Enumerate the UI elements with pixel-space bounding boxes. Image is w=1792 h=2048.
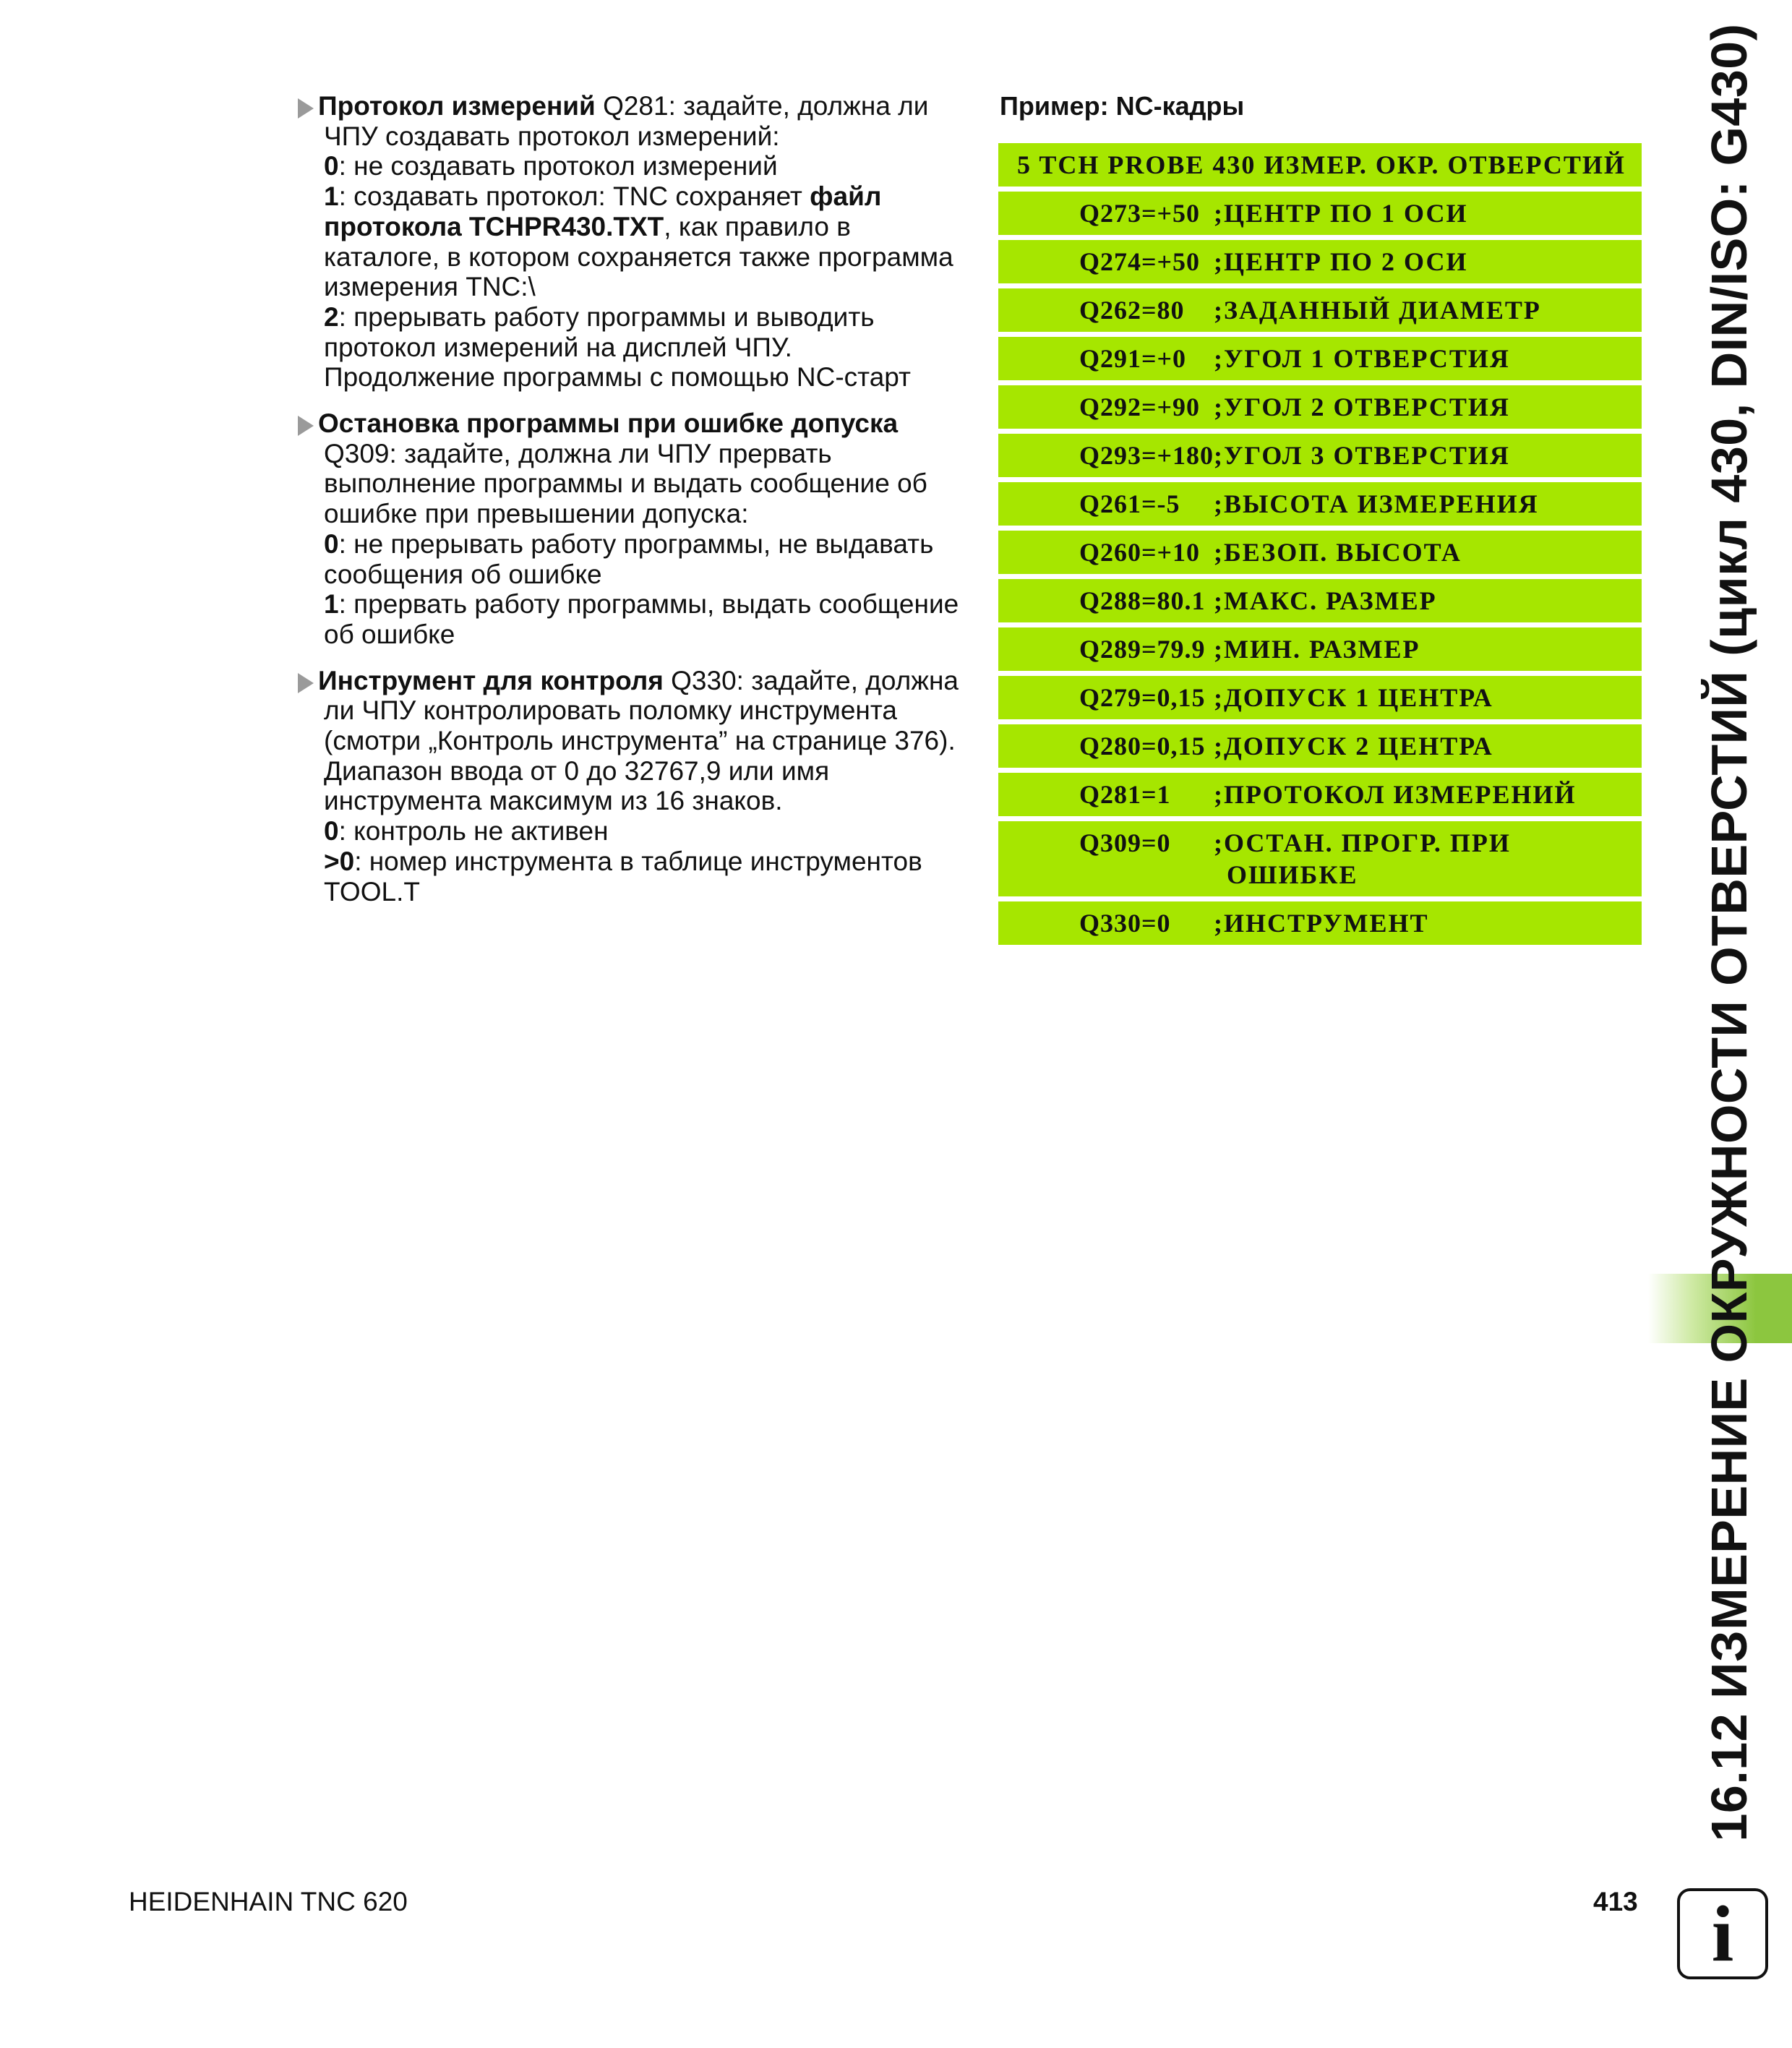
parameter-text-line — [324, 302, 963, 333]
parameter-text-line — [324, 439, 963, 469]
nc-row — [998, 676, 1642, 719]
nc-comment: ;УГОЛ 2 ОТВЕРСТИЯ — [1214, 393, 1510, 421]
triangle-bullet-icon — [298, 98, 314, 119]
text-segment: измерения TNC:\ — [324, 272, 536, 302]
text-segment: : прерывать работу программы и выводить — [338, 301, 875, 332]
nc-comment: ;ЗАДАННЫЙ ДИАМЕТР — [1214, 296, 1541, 325]
page-number: 413 — [1593, 1887, 1638, 1916]
parameter-text-line — [324, 877, 963, 907]
parameter-text-line — [324, 756, 963, 787]
bold-segment: >0 — [324, 846, 355, 876]
nc-row — [998, 724, 1642, 768]
parameter-text-line — [324, 499, 963, 529]
parameter-text-line — [324, 816, 963, 847]
text-segment: Диапазон ввода от 0 до 32767,9 или имя — [324, 755, 830, 786]
nc-comment-continuation: ОШИБКЕ — [1227, 860, 1358, 889]
text-segment: Продолжение программы с помощью NC-старт — [324, 362, 911, 393]
nc-code: Q289=79.9 — [1079, 635, 1206, 664]
bold-segment: протокола TCHPR430.TXT — [324, 211, 664, 241]
example-title: Пример: NC-кадры — [1000, 91, 1245, 121]
parameter-heading — [318, 666, 963, 696]
nc-comment: ;ДОПУСК 2 ЦЕНТРА — [1214, 732, 1493, 760]
nc-comment: ;ИНСТРУМЕНТ — [1214, 909, 1429, 938]
text-segment: ЧПУ создавать протокол измерений: — [324, 121, 780, 151]
nc-row — [998, 627, 1642, 671]
nc-row — [998, 337, 1642, 380]
nc-row — [998, 240, 1642, 283]
parameter-list — [298, 91, 963, 922]
text-segment: (смотри „Контроль инструмента” на странице 376). — [324, 726, 956, 756]
parameter-item — [298, 666, 963, 907]
text-segment: : создавать протокол: TNC сохраняет — [338, 181, 810, 212]
text-segment: выполнение программы и выдать сообщение об — [324, 468, 927, 499]
chapter-side-title: 16.12 ИЗМЕРЕНИЕ ОКРУЖНОСТИ ОТВЕРСТИЙ (цикл 430, DIN/ISO: G430) — [1701, 23, 1757, 1842]
parameter-text-line — [324, 151, 963, 181]
nc-code: Q281=1 — [1079, 780, 1171, 809]
nc-code: Q274=+50 — [1079, 247, 1201, 276]
nc-first-line: 5 TCH PROBE 430 ИЗМЕР. ОКР. ОТВЕРСТИЙ — [1017, 150, 1626, 179]
nc-comment: ;ПРОТОКОЛ ИЗМЕРЕНИЙ — [1214, 780, 1577, 809]
parameter-text-line — [324, 362, 963, 393]
text-segment: инструмента максимум из 16 знаков. — [324, 786, 783, 816]
bold-segment: файл — [810, 181, 882, 212]
nc-comment: ;ОСТАН. ПРОГР. ПРИ — [1214, 828, 1511, 857]
parameter-text-line — [324, 181, 963, 212]
parameter-name: Инструмент для контроля — [318, 665, 664, 695]
nc-code: Q260=+10 — [1079, 538, 1201, 567]
nc-code: Q330=0 — [1079, 909, 1171, 938]
nc-row — [998, 434, 1642, 477]
nc-code: Q261=-5 — [1079, 489, 1180, 518]
parameter-heading — [318, 408, 963, 439]
text-segment: , как правило в — [664, 211, 851, 241]
text-segment: : не создавать протокол измерений — [338, 151, 778, 181]
nc-comment: ;ЦЕНТР ПО 1 ОСИ — [1214, 199, 1468, 228]
parameter-heading-rest: Q330: задайте, должна — [663, 665, 959, 695]
nc-row — [998, 192, 1642, 235]
parameter-text-line — [324, 695, 963, 726]
nc-comment: ;МАКС. РАЗМЕР — [1214, 586, 1437, 615]
parameter-text-line — [324, 121, 963, 152]
bold-segment: 0 — [324, 816, 339, 847]
nc-row — [998, 901, 1642, 945]
nc-comment: ;ДОПУСК 1 ЦЕНТРА — [1214, 683, 1493, 712]
nc-row-first — [998, 143, 1642, 187]
nc-row — [998, 821, 1642, 896]
text-segment: : прервать работу программы, выдать сообщение — [338, 589, 959, 620]
nc-row — [998, 531, 1642, 574]
info-icon — [1677, 1888, 1768, 1979]
info-glyph: i — [1711, 1890, 1734, 1978]
parameter-text-line — [324, 272, 963, 302]
text-segment: ошибке при превышении допуска: — [324, 499, 749, 529]
parameter-text-line — [324, 333, 963, 363]
footer-product: HEIDENHAIN TNC 620 — [129, 1887, 408, 1916]
parameter-item — [298, 91, 963, 393]
nc-row — [998, 773, 1642, 816]
text-segment: протокол измерений на дисплей ЧПУ. — [324, 332, 792, 362]
nc-code: Q262=80 — [1079, 296, 1185, 325]
nc-comment: ;УГОЛ 1 ОТВЕРСТИЯ — [1214, 344, 1510, 373]
parameter-text-line — [324, 242, 963, 273]
nc-row — [998, 288, 1642, 332]
triangle-bullet-icon — [298, 416, 314, 436]
nc-code: Q280=0,15 — [1079, 732, 1206, 760]
nc-row — [998, 482, 1642, 526]
text-segment: каталоге, в котором сохраняется также программа — [324, 241, 953, 272]
parameter-name: Протокол измерений — [318, 91, 596, 121]
parameter-text-line — [324, 560, 963, 590]
nc-code: Q273=+50 — [1079, 199, 1201, 228]
text-segment: : номер инструмента в таблице инструментов — [354, 846, 922, 876]
bold-segment: 0 — [324, 528, 339, 559]
nc-code: Q291=+0 — [1079, 344, 1187, 373]
parameter-text-line — [324, 589, 963, 620]
parameter-text-line — [324, 847, 963, 877]
parameter-heading — [318, 91, 963, 121]
nc-row — [998, 579, 1642, 622]
nc-code: Q293=+180 — [1079, 441, 1214, 470]
nc-code: Q288=80.1 — [1079, 586, 1206, 615]
parameter-item — [298, 408, 963, 650]
nc-comment: ;ВЫСОТА ИЗМЕРЕНИЯ — [1214, 489, 1539, 518]
text-segment: ли ЧПУ контролировать поломку инструмента — [324, 695, 897, 726]
bold-segment: 1 — [324, 181, 339, 212]
nc-comment: ;УГОЛ 3 ОТВЕРСТИЯ — [1214, 441, 1510, 470]
triangle-bullet-icon — [298, 673, 314, 693]
parameter-heading-rest: Q281: задайте, должна ли — [595, 91, 929, 121]
parameter-name: Остановка программы при ошибке допуска — [318, 408, 899, 439]
parameter-text-line — [324, 468, 963, 499]
nc-row — [998, 385, 1642, 429]
nc-code: Q292=+90 — [1079, 393, 1201, 421]
nc-comment: ;БЕЗОП. ВЫСОТА — [1214, 538, 1462, 567]
nc-comment: ;ЦЕНТР ПО 2 ОСИ — [1214, 247, 1468, 276]
parameter-text-line — [324, 529, 963, 560]
parameter-text-line — [324, 786, 963, 816]
text-segment: об ошибке — [324, 619, 455, 649]
text-segment: сообщения об ошибке — [324, 559, 602, 589]
text-segment: Q309: задайте, должна ли ЧПУ прервать — [324, 438, 832, 468]
bold-segment: 0 — [324, 151, 339, 181]
nc-block-table — [998, 143, 1642, 950]
text-segment: : контроль не активен — [338, 816, 609, 847]
nc-code: Q279=0,15 — [1079, 683, 1206, 712]
parameter-text-line — [324, 212, 963, 242]
text-segment: : не прерывать работу программы, не выдавать — [338, 528, 934, 559]
parameter-text-line — [324, 726, 963, 756]
nc-code: Q309=0 — [1079, 828, 1171, 857]
nc-comment: ;МИН. РАЗМЕР — [1214, 635, 1420, 664]
parameter-text-line — [324, 620, 963, 650]
bold-segment: 2 — [324, 301, 339, 332]
text-segment: TOOL.T — [324, 876, 420, 907]
bold-segment: 1 — [324, 589, 339, 620]
